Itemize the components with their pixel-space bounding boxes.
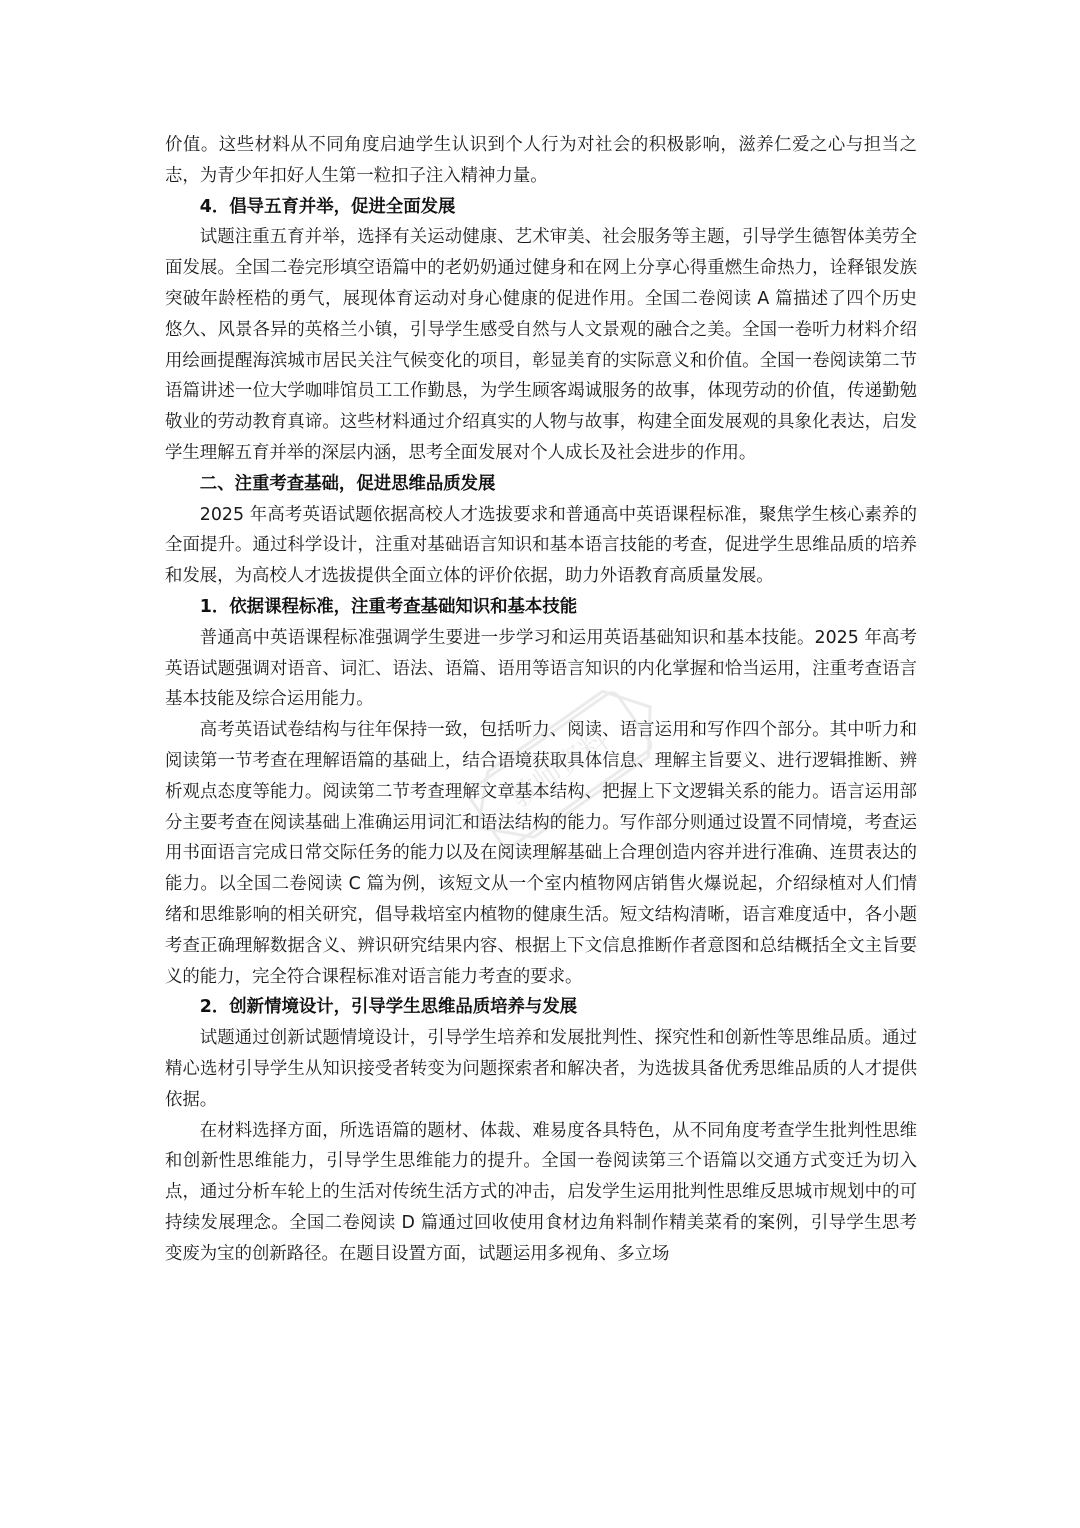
paragraph-6: 试题通过创新试题情境设计，引导学生培养和发展批判性、探究性和创新性等思维品质。通过精心选材引导学生从知识接受者转变为问题探索者和解决者，为选拔具备优秀思维品质的人才提供依据。 xyxy=(165,1028,917,1110)
paragraph-3: 2025 年高考英语试题依据高校人才选拔要求和普通高中英语课程标准，聚焦学生核心素养的全面提升。通过科学设计，注重对基础语言知识和基本语言技能的考查，促进学生思维品质的培养和发展，为高校人才选拔提供全面立体的评价依据，助力外语教育高质量发展。 xyxy=(165,504,917,587)
paragraph-1: 价值。这些材料从不同角度启迪学生认识到个人行为对社会的积极影响，滋养仁爱之心与担当之志，为青少年扣好人生第一粒扣子注入精神力量。 xyxy=(165,135,917,186)
paragraph-5: 高考英语试卷结构与往年保持一致，包括听力、阅读、语言运用和写作四个部分。其中听力和阅读第一节考查在理解语篇的基础上，结合语境获取具体信息、理解主旨要义、进行逻辑推断、辨析观点态度等能力。阅读第二节考查理解文章基本结构、把握上下文逻辑关系的能力。语言运用部分主要考查在阅读基础上准确运用词汇和语法结构的能力。写作部分则通过设置不同情境，考查运用书面语言完成日常交际任务的能力以及在阅读理解基础上合理创造内容并进行准确、连贯表达的能力。以全国二卷阅读 C 篇为例，该短文从一个室内植物网店销售火爆说起，介绍绿植对人们情绪和思维影响的相关研究，倡导栽培室内植物的健康生活。短文结构清晰，语言难度适中，各小题考查正确理解数据含义、辨识研究结果内容、根据上下文信息推断作者意图和总结概括全文主旨要义的能力，完全符合课程标准对语言能力考查的要求。 xyxy=(165,720,917,987)
paragraph-4: 普通高中英语课程标准强调学生要进一步学习和运用英语基础知识和基本技能。2025 年高考英语试题强调对语音、词汇、语法、语篇、语用等语言知识的内化掌握和恰当运用，注重考查语言基本技能及综合运用能力。 xyxy=(165,627,917,710)
watermark-text: 教师资料 xyxy=(503,723,615,815)
section-heading-4: 4．倡导五育并举，促进全面发展 xyxy=(199,196,456,217)
subsection-heading-1: 1．依据课程标准，注重考查基础知识和基本技能 xyxy=(199,596,578,617)
document-body xyxy=(165,130,917,1269)
paragraph-2: 试题注重五育并举，选择有关运动健康、艺术审美、社会服务等主题，引导学生德智体美劳全面发展。全国二卷完形填空语篇中的老奶奶通过健身和在网上分享心得重燃生命热力，诠释银发族突破年龄桎梏的勇气，展现体育运动对身心健康的促进作用。全国二卷阅读 A 篇描述了四个历史悠久、风景各异的英格兰小镇，引导学生感受自然与人文景观的融合之美。全国一卷听力材料介绍用绘画提醒海滨城市居民关注气候变化的项目，彰显美育的实际意义和价值。全国一卷阅读第二节语篇讲述一位大学咖啡馆员工工作勤恳，为学生顾客竭诚服务的故事，体现劳动的价值，传递勤勉敬业的劳动教育真谛。这些材料通过介绍真实的人物与故事，构建全面发展观的具象化表达，启发学生理解五育并举的深层内涵，思考全面发展对个人成长及社会进步的作用。 xyxy=(165,227,917,463)
section-heading-2: 二、注重考查基础，促进思维品质发展 xyxy=(199,473,496,494)
paragraph-7: 在材料选择方面，所选语篇的题材、体裁、难易度各具特色，从不同角度考查学生批判性思维和创新性思维能力，引导学生思维能力的提升。全国一卷阅读第三个语篇以交通方式变迁为切入点，通过分析车轮上的生活对传统生活方式的冲击，启发学生运用批判性思维反思城市规划中的可持续发展理念。全国二卷阅读 D 篇通过回收使用食材边角料制作精美菜肴的案例，引导学生思考变废为宝的创新路径。在题目设置方面，试题运用多视角、多立场 xyxy=(165,1120,917,1264)
subsection-heading-2: 2．创新情境设计，引导学生思维品质培养与发展 xyxy=(199,997,578,1018)
